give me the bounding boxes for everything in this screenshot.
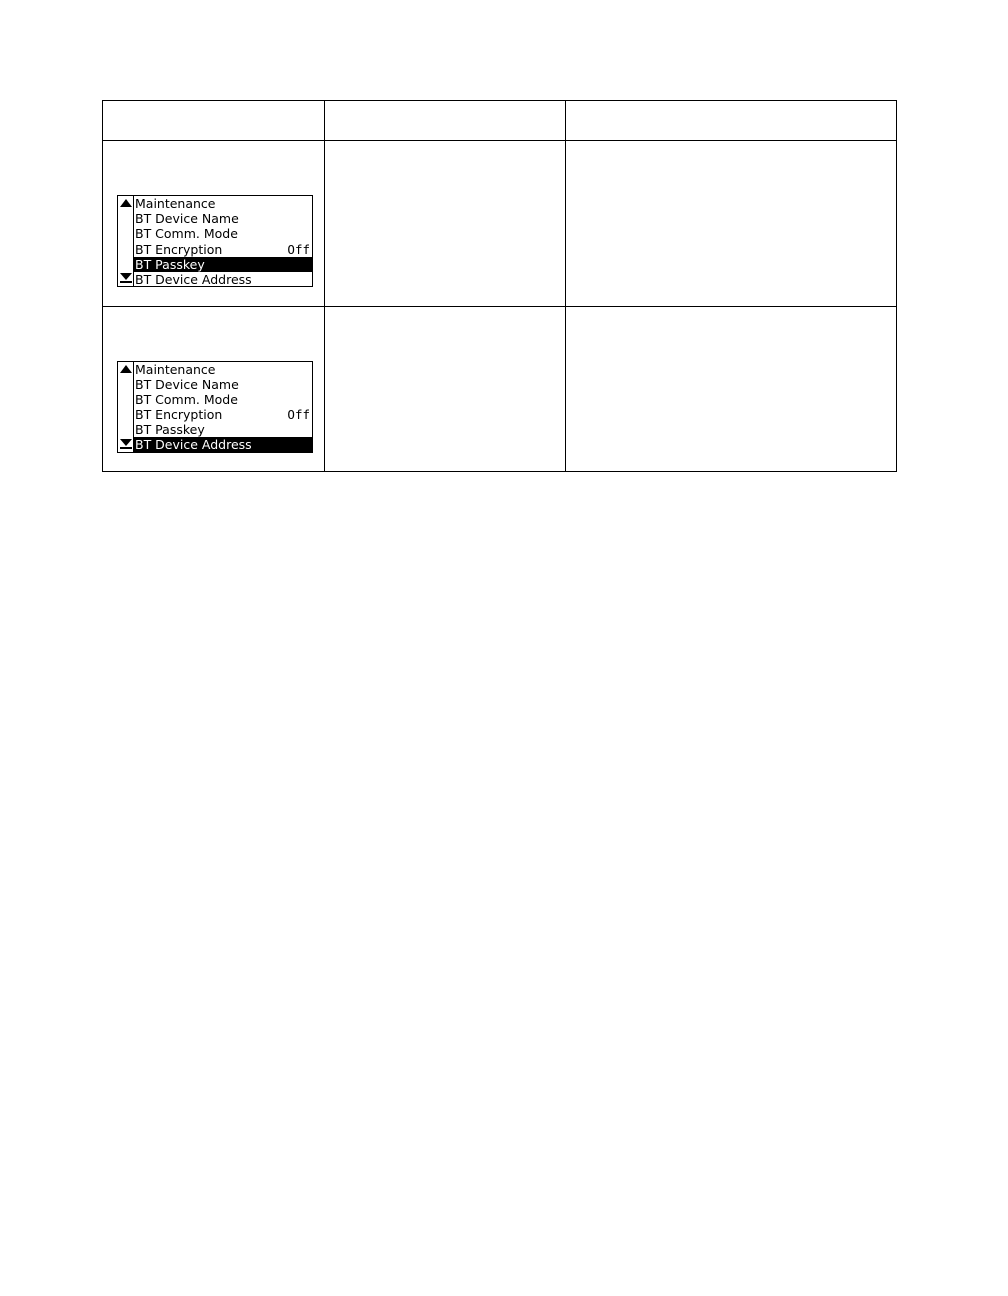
lcd-menu-item-label: BT Device Name [135, 211, 239, 227]
lcd-menu-item-label: BT Device Address [135, 272, 252, 288]
table-row [103, 141, 897, 306]
lcd-menu-item-bt-comm-mode [134, 392, 312, 407]
lcd-menu-item-maintenance [134, 196, 312, 211]
lcd-menu-item-bt-comm-mode [134, 226, 312, 241]
lcd-menu-item-label: BT Encryption [135, 407, 223, 423]
table-header-cell [103, 101, 325, 141]
lcd-screen-cell [103, 306, 325, 471]
lcd-menu-item-maintenance [134, 362, 312, 377]
table-cell-notes [566, 306, 897, 471]
table-cell-notes [566, 141, 897, 306]
lcd-menu-item-label: Maintenance [135, 361, 216, 377]
lcd-menu-item-value: Off [287, 241, 310, 257]
document-table [102, 100, 897, 472]
lcd-menu-item-label: BT Comm. Mode [135, 226, 238, 242]
lcd-scrollbar [118, 362, 134, 452]
lcd-menu-item-bt-encryption [134, 407, 312, 422]
scroll-down-arrow-icon [120, 439, 132, 449]
table-cell-description [325, 306, 566, 471]
lcd-menu-item-bt-passkey [134, 422, 312, 437]
lcd-screen [117, 195, 313, 287]
lcd-menu-item-label: BT Device Name [135, 376, 239, 392]
lcd-menu-item-bt-device-name [134, 211, 312, 226]
scroll-up-arrow-icon [120, 365, 132, 373]
lcd-menu-list [134, 362, 312, 453]
table-cell-description [325, 141, 566, 306]
lcd-menu-item-label: BT Encryption [135, 241, 223, 257]
lcd-menu-item-label: BT Passkey [135, 422, 205, 438]
lcd-menu-item-bt-encryption [134, 242, 312, 257]
lcd-menu-list [134, 196, 312, 287]
lcd-menu-item-label: Maintenance [135, 196, 216, 212]
table-row [103, 306, 897, 471]
lcd-menu-item-bt-device-name [134, 377, 312, 392]
lcd-menu-item-label: BT Comm. Mode [135, 391, 238, 407]
lcd-menu-item-bt-device-address [134, 272, 312, 287]
table-header-row [103, 101, 897, 141]
lcd-screen-cell [103, 141, 325, 306]
lcd-menu-item-bt-device-address [134, 437, 312, 452]
lcd-menu-item-value: Off [287, 407, 310, 423]
scroll-up-arrow-icon [120, 199, 132, 207]
lcd-scrollbar [118, 196, 134, 286]
table-header-cell [566, 101, 897, 141]
table-header-cell [325, 101, 566, 141]
lcd-menu-item-label: BT Device Address [135, 437, 252, 453]
lcd-menu-item-label: BT Passkey [135, 256, 205, 272]
lcd-screen [117, 361, 313, 453]
scroll-down-arrow-icon [120, 273, 132, 283]
lcd-menu-item-bt-passkey [134, 257, 312, 272]
